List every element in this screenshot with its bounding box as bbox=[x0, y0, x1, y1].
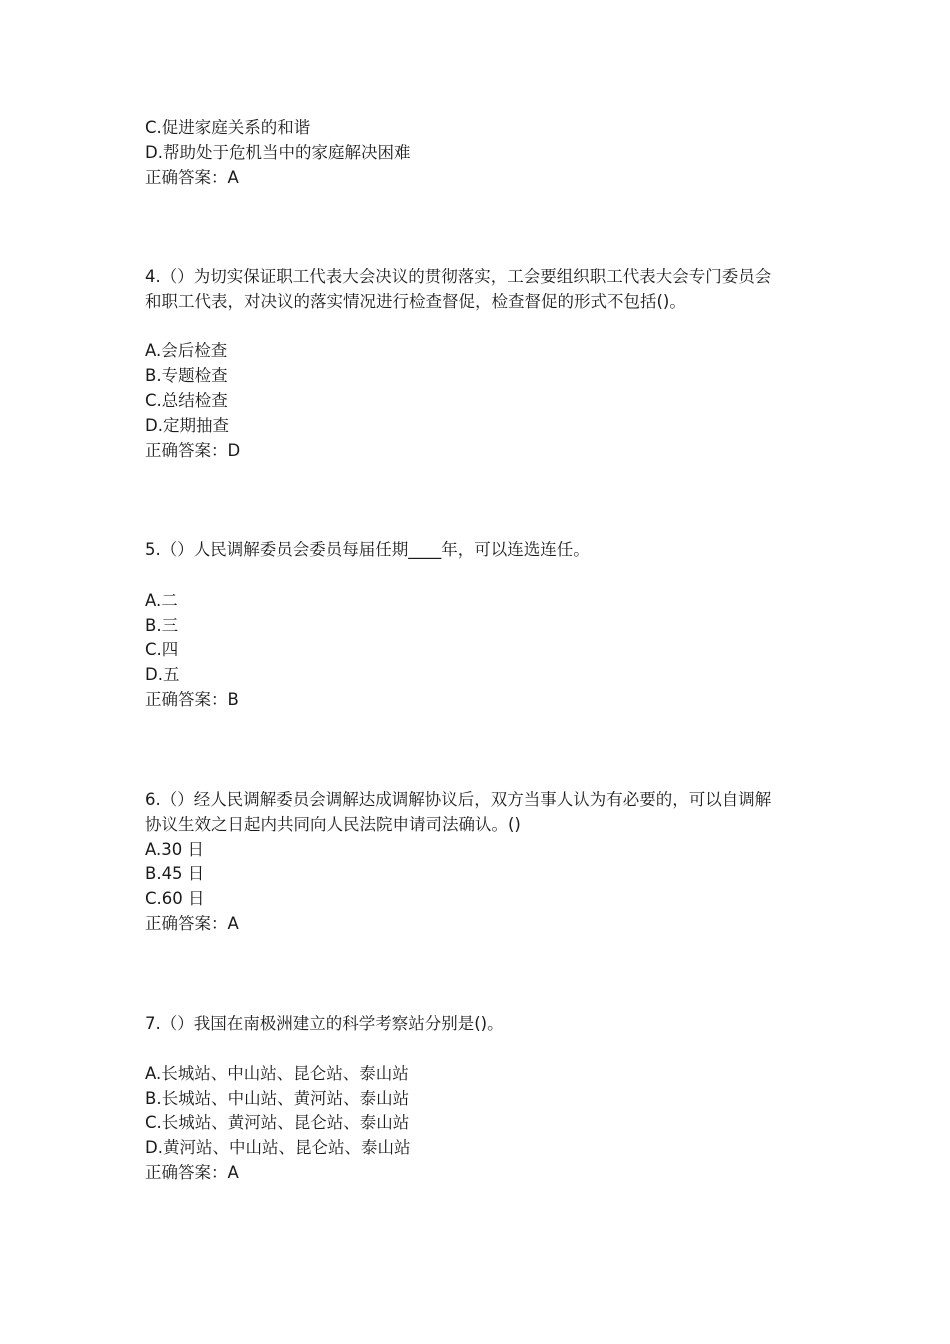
q6-option-b: B.45 日 bbox=[145, 864, 205, 883]
q5-question: 5.（）人民调解委员会委员每届任期____年，可以连选连任。 bbox=[145, 540, 590, 559]
q5-option-b: B.三 bbox=[145, 616, 179, 635]
q5-answer: 正确答案：B bbox=[145, 690, 239, 709]
q6-option-c: C.60 日 bbox=[145, 889, 205, 908]
q5-option-d: D.五 bbox=[145, 665, 180, 684]
q6-question-line2: 协议生效之日起内共同向人民法院申请司法确认。() bbox=[145, 815, 521, 834]
q3-option-c: C.促进家庭关系的和谐 bbox=[145, 118, 311, 137]
q7-option-b: B.长城站、中山站、黄河站、泰山站 bbox=[145, 1089, 410, 1108]
q7-option-d: D.黄河站、中山站、昆仑站、泰山站 bbox=[145, 1138, 411, 1157]
q7-option-a: A.长城站、中山站、昆仑站、泰山站 bbox=[145, 1064, 409, 1083]
q5-option-a: A.二 bbox=[145, 591, 178, 610]
q4-option-c: C.总结检查 bbox=[145, 391, 228, 410]
q5-option-c: C.四 bbox=[145, 640, 179, 659]
q4-option-b: B.专题检查 bbox=[145, 366, 228, 385]
q4-question-line2: 和职工代表，对决议的落实情况进行检查督促，检查督促的形式不包括()。 bbox=[145, 292, 686, 311]
q4-question-line1: 4.（）为切实保证职工代表大会决议的贯彻落实，工会要组织职工代表大会专门委员会 bbox=[145, 267, 772, 286]
q3-option-d: D.帮助处于危机当中的家庭解决困难 bbox=[145, 143, 411, 162]
q7-question: 7.（）我国在南极洲建立的科学考察站分别是()。 bbox=[145, 1014, 504, 1033]
q4-option-d: D.定期抽查 bbox=[145, 416, 229, 435]
q7-answer: 正确答案：A bbox=[145, 1163, 239, 1182]
q4-answer: 正确答案：D bbox=[145, 441, 241, 460]
q6-question-line1: 6.（）经人民调解委员会调解达成调解协议后，双方当事人认为有必要的，可以自调解 bbox=[145, 790, 772, 809]
q7-option-c: C.长城站、黄河站、昆仑站、泰山站 bbox=[145, 1113, 410, 1132]
q6-answer: 正确答案：A bbox=[145, 914, 239, 933]
q3-answer: 正确答案：A bbox=[145, 168, 239, 187]
q6-option-a: A.30 日 bbox=[145, 840, 204, 859]
q4-option-a: A.会后检查 bbox=[145, 341, 228, 360]
